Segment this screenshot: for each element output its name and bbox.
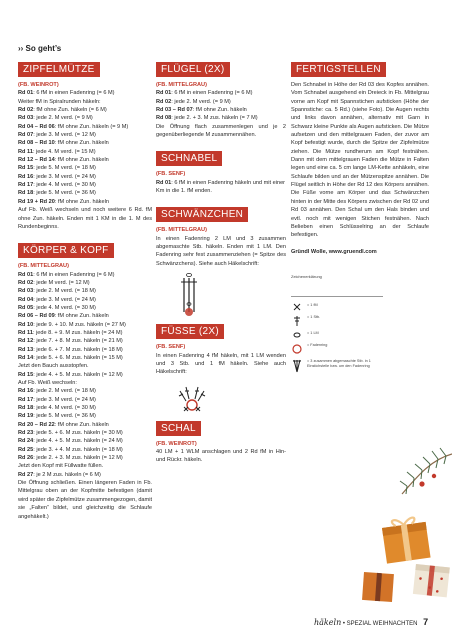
- section-label: ›› So geht’s: [18, 44, 62, 53]
- footer-brand: häkeln: [314, 618, 342, 627]
- row-text: : jede 3. M verd. (= 24 M): [33, 296, 96, 303]
- row-text: : jede 5. + 6. M zus. häkeln (= 30 M): [33, 430, 123, 437]
- row-text: : jede 7. + 8. M zus. häkeln (= 21 M): [33, 338, 123, 345]
- row-text: : fM ohne Zun. häkeln: [54, 140, 109, 147]
- instruction-row: [18, 279, 152, 287]
- row-label: Rd 05: [18, 304, 34, 311]
- paragraph: Den Schnabel in Höhe der Rd 03 des Kopfes annähen. Vom Schnabel ausgehend ein Dreieck in Fb. Mittelgrau vorne am Kopf mit Spannstichen aufsticken (Höhe der Spannstiche: ca. 5 Rd.) (siehe Foto). Die Augen rechts und links davon annähen, alternativ mit Garn in Schwarz kleine Punkte als Augen aufsticken. Die Mütze aufsetzen und den mittelgrauen Faden, der zuvor am Kopf befestigt wurde, durch die Spitze der Zipfelmütze ziehen. Die Mütze rundherum am Kopf festnähen. Dann mit dem mittelgrauen Faden die Mütze in Falten legen und eine ca. 5 cm lange LM-Kette anhäkeln, eine Schlaufe bilden und an der Mützenspitze annähen. Die Flügel seitlich in Höhe der Rd 12 des Körpers annähen. Die Füße vorne am Körper und das Schwänzchen hinten in der Mitte des Körpers zwischen der Rd 02 und Rd 03 annähen. Den Schal um den Hals binden und evtl. noch mit wenigen Stichen festnähen. Nach Belieben einen Schlüsselring an der Schlaufe befestigen.: [291, 82, 429, 239]
- instruction-row: [18, 296, 152, 304]
- instruction-row: [18, 371, 152, 379]
- single-crochet-symbol-icon: [291, 303, 303, 311]
- row-text: : 6 fM in einen Fadenring (= 6 M): [171, 90, 253, 97]
- row-label: Rd 15: [18, 371, 34, 378]
- row-label: Rd 17: [18, 182, 34, 189]
- row-list: [18, 471, 152, 479]
- row-text: : jede 2. + 3. M zus. häkeln (= 12 M): [33, 455, 123, 462]
- note: Jetzt den Bauch ausstopfen.: [18, 363, 89, 370]
- row-text: : fM ohne Zun. häkeln (= 6 M): [33, 107, 107, 114]
- instruction-row: [18, 304, 152, 312]
- row-list: [18, 271, 152, 363]
- row-text: : fM ohne Zun. häkeln: [54, 198, 109, 205]
- instruction-row: [18, 446, 152, 454]
- brand-credit: Gründl Wolle, www.gruendl.com: [291, 248, 377, 255]
- color-note: (FB. SENF): [156, 344, 186, 351]
- row-text: : jede 2. M verd. (= 9 M): [171, 98, 231, 105]
- row-label: Rd 18: [18, 190, 34, 197]
- row-label: Rd 01: [156, 90, 172, 97]
- instruction-row: [18, 123, 152, 131]
- instruction-row: [18, 189, 152, 197]
- color-note: (FB. MITTELGRAU): [18, 263, 69, 270]
- color-note: (FB. MITTELGRAU): [156, 82, 207, 88]
- instruction-row: [18, 98, 152, 106]
- row-label: Rd 04 – Rd 06: [18, 123, 55, 130]
- row-list: [18, 387, 152, 462]
- crochet-chart-tail: [174, 272, 204, 320]
- row-text: : jede 3. M verd. (= 12 M): [33, 132, 96, 139]
- heading-koerper-kopf: KÖRPER & KOPF: [18, 243, 114, 258]
- row-label: Rd 10: [18, 321, 34, 328]
- instruction-row: [18, 437, 152, 445]
- christmas-illustration: [360, 432, 452, 608]
- row-label: Rd 11: [18, 148, 33, 155]
- row-text: : jede 2. M verd. (= 18 M): [33, 288, 96, 295]
- row-text: : jede 5. M verd. (= 18 M): [33, 165, 96, 172]
- color-note: (FB. MITTELGRAU): [156, 227, 207, 234]
- instruction-row: [18, 131, 152, 139]
- row-list: [18, 89, 152, 206]
- row-label: Rd 14: [18, 354, 34, 361]
- row-text: : jede 5. M verd. (= 36 M): [33, 190, 96, 197]
- chain-stitch-symbol-icon: [291, 331, 303, 339]
- paragraph: Die Öffnung schließen. Einen längeren Faden in Fb. Mittelgrau oben an der Kopfmitte befestigen (damit wird später die Zipfelmütze zusammengezogen, damit sie „Falten“ bildet, und gleichzeitig die Schlaufe angehäkelt.): [18, 480, 153, 520]
- row-label: Rd 04: [18, 296, 34, 303]
- row-label: Rd 07: [18, 132, 34, 139]
- row-text: : fM ohne Zun. häkeln: [54, 421, 109, 428]
- row-label: Rd 17: [18, 396, 34, 403]
- instruction-row: [18, 114, 152, 122]
- color-note: (FB. WEINROT): [156, 440, 197, 447]
- row-label: Rd 11: [18, 329, 33, 336]
- row-text: : jede 5. + 6. M zus. häkeln (= 15 M): [33, 354, 123, 361]
- row-label: Rd 08 – Rd 10: [18, 140, 55, 147]
- row-label: Rd 24: [18, 438, 34, 445]
- instruction-row: [18, 156, 152, 164]
- instruction-row: [18, 312, 152, 320]
- note: Jetzt den Kopf mit Füllwatte füllen.: [18, 463, 104, 470]
- heading-fertigstellen: FERTIGSTELLEN: [291, 62, 386, 77]
- instruction-row: [18, 329, 152, 337]
- row-text: : jede M verd. (= 12 M): [33, 279, 90, 286]
- row-label: Rd 25: [18, 446, 34, 453]
- instruction-row: [18, 148, 152, 156]
- row-text: : jede 9. + 10. M zus. häkeln (= 27 M): [33, 321, 126, 328]
- row-text: : jede 4. M verd. (= 30 M): [33, 182, 96, 189]
- row-text: : jede 5. M verd. (= 36 M): [33, 413, 96, 420]
- paragraph: 40 LM + 1 WLM anschlagen und 2 Rd fM in Hin- und Rückr. häkeln.: [156, 448, 286, 464]
- heading-schal: SCHAL: [156, 421, 201, 436]
- instruction-row: [18, 412, 152, 420]
- legend-item: = 1 Stb.: [291, 315, 383, 327]
- row-text: : fM ohne Zun. häkeln (= 9 M): [54, 123, 129, 130]
- row-label: Rd 19 + Rd 20: [18, 198, 55, 205]
- magic-ring-symbol-icon: [291, 343, 303, 355]
- legend-title: Zeichenerklärung: [291, 273, 322, 279]
- instruction-row: [18, 396, 152, 404]
- heading-zipfelmuetze: ZIPFELMÜTZE: [18, 62, 100, 77]
- instruction-row: [156, 106, 286, 114]
- row-text: : 6 fM in einen Fadenring (= 6 M): [33, 271, 115, 278]
- instruction-row: [18, 421, 152, 429]
- row-list: [156, 89, 286, 122]
- row-label: Rd 26: [18, 455, 34, 462]
- legend-item: = 1 fM: [291, 303, 383, 311]
- column-middle: [156, 62, 286, 465]
- row-text: : jede 3. M verd. (= 24 M): [33, 173, 96, 180]
- row-text: Weiter fM in Spiralrunden häkeln:: [18, 98, 101, 105]
- instruction-row: [18, 198, 152, 206]
- instruction-row: [156, 179, 286, 196]
- row-label: Rd 18: [18, 405, 34, 412]
- row-text: : fM ohne Zun. häkeln: [192, 107, 247, 114]
- cluster-stitch-symbol-icon: [291, 359, 303, 373]
- row-text: : jede 2. M verd. (= 18 M): [33, 388, 96, 395]
- row-text: : jede 2. M verd. (= 9 M): [33, 115, 93, 122]
- column-right: [291, 62, 429, 377]
- row-label: Rd 01: [18, 271, 34, 278]
- instruction-row: [18, 164, 152, 172]
- instruction-row: [18, 337, 152, 345]
- row-text: : jede 3. M verd. (= 24 M): [33, 396, 96, 403]
- column-left: [18, 62, 152, 521]
- row-text: : fM ohne Zun. häkeln: [54, 313, 109, 320]
- row-text: : jede 8. + 9. M zus. häkeln (= 24 M): [32, 329, 123, 336]
- row-label: Rd 06 – Rd 09: [18, 313, 55, 320]
- row-label: Rd 16: [18, 173, 34, 180]
- paragraph: In einen Fadenring 2 LM und 3 zusammen abgemaschte Stb. häkeln. Enden mit 1 LM. Den Fadenring sehr fest zusammenziehen (= Spitze des Schwänzchens). Siehe auch Häkelschrift:: [156, 235, 286, 267]
- row-list: [18, 371, 152, 379]
- symbol-legend: [291, 296, 383, 373]
- row-text: : 6 fM in einen Fadenring häkeln und mit einer Km in die 1. fM enden.: [156, 179, 286, 195]
- row-label: Rd 03: [18, 115, 34, 122]
- row-list: [156, 179, 286, 196]
- row-text: : jede 6. + 7. M zus. häkeln (= 18 M): [33, 346, 123, 353]
- instruction-row: [18, 287, 152, 295]
- instruction-row: [156, 98, 286, 106]
- row-label: Rd 20 – Rd 22: [18, 421, 55, 428]
- row-label: Rd 08: [156, 115, 172, 122]
- instruction-row: [18, 404, 152, 412]
- instruction-row: [18, 454, 152, 462]
- row-text: : jede 4. + 5. M zus. häkeln (= 12 M): [33, 371, 123, 378]
- row-label: Rd 03 – Rd 07: [156, 107, 193, 114]
- instruction-row: [18, 346, 152, 354]
- instruction-row: [18, 429, 152, 437]
- double-crochet-symbol-icon: [291, 315, 303, 327]
- instruction-row: [18, 354, 152, 362]
- row-label: Rd 13: [18, 346, 34, 353]
- row-label: Rd 02: [18, 279, 34, 286]
- color-note: (FB. SENF): [156, 171, 186, 178]
- row-text: : je 2 M zus. häkeln (= 6 M): [33, 471, 101, 478]
- instruction-row: [18, 89, 152, 97]
- instruction-row: [18, 387, 152, 395]
- instruction-row: [18, 181, 152, 189]
- page-footer: [314, 617, 428, 627]
- row-text: : jede 3. + 4. M zus. häkeln (= 18 M): [33, 446, 123, 453]
- heading-schnabel: SCHNABEL: [156, 151, 222, 166]
- heading-schwaenzchen: SCHWÄNZCHEN: [156, 207, 248, 222]
- instruction-row: [18, 271, 152, 279]
- note: Auf Fb. Weiß wechseln:: [18, 380, 77, 386]
- legend-item: = Fadenring: [291, 343, 383, 355]
- instruction-row: [18, 139, 152, 147]
- instruction-row: [156, 114, 286, 122]
- row-label: Rd 12 – Rd 14: [18, 157, 55, 164]
- row-text: : jede 4. + 5. M zus. häkeln (= 24 M): [33, 438, 123, 445]
- row-label: Rd 12: [18, 338, 34, 345]
- row-text: : fM ohne Zun. häkeln: [54, 157, 109, 164]
- row-label: Rd 01: [18, 90, 34, 97]
- instruction-row: [18, 173, 152, 181]
- instruction-row: [18, 106, 152, 114]
- crochet-chart-feet: [174, 381, 210, 417]
- row-text: : jede 4. M verd. (= 15 M): [32, 148, 96, 155]
- row-label: Rd 03: [18, 288, 34, 295]
- paragraph: Auf Fb. Weiß wechseln und noch weitere 6 Rd. fM ohne Zun. häkeln. Enden mit 1 KM in die 1. M des Rundenbeginns.: [18, 207, 152, 230]
- row-label: Rd 19: [18, 413, 34, 420]
- heading-fluegel: FLÜGEL (2X): [156, 62, 230, 77]
- instruction-row: [156, 89, 286, 97]
- instruction-row: [18, 471, 152, 479]
- footer-text: • SPEZIAL WEIHNACHTEN: [342, 621, 418, 627]
- row-label: Rd 02: [156, 98, 172, 105]
- row-label: Rd 16: [18, 388, 34, 395]
- row-text: : jede 4. M verd. (= 30 M): [33, 304, 96, 311]
- row-text: : jede 2. + 3. M zus. häkeln (= 7 M): [171, 115, 258, 122]
- row-text: : 6 fM in einen Fadenring (= 6 M): [33, 90, 115, 97]
- heading-fuesse: FÜSSE (2X): [156, 324, 224, 339]
- row-text: : jede 4. M verd. (= 30 M): [33, 405, 96, 412]
- paragraph: Die Öffnung flach zusammenlegen und je 2 gegenüberliegende M zusammennähen.: [156, 123, 286, 139]
- page-number: 7: [423, 617, 429, 627]
- instruction-row: [18, 321, 152, 329]
- legend-item: = 1 LM: [291, 331, 383, 339]
- row-label: Rd 01: [156, 179, 172, 186]
- row-label: Rd 02: [18, 107, 34, 114]
- paragraph: In einen Fadenring 4 fM häkeln, mit 1 LM wenden und 3 Stb. und 1 fM häkeln. Siehe auch Häkelschrift:: [156, 352, 286, 376]
- legend-item: = 3 zusammen abgemaschte Stb. in 1 Einstichstelle bzw. um den Fadenring: [291, 359, 383, 373]
- row-label: Rd 23: [18, 430, 34, 437]
- color-note: (FB. WEINROT): [18, 82, 59, 88]
- row-label: Rd 27: [18, 471, 34, 478]
- row-label: Rd 15: [18, 165, 34, 172]
